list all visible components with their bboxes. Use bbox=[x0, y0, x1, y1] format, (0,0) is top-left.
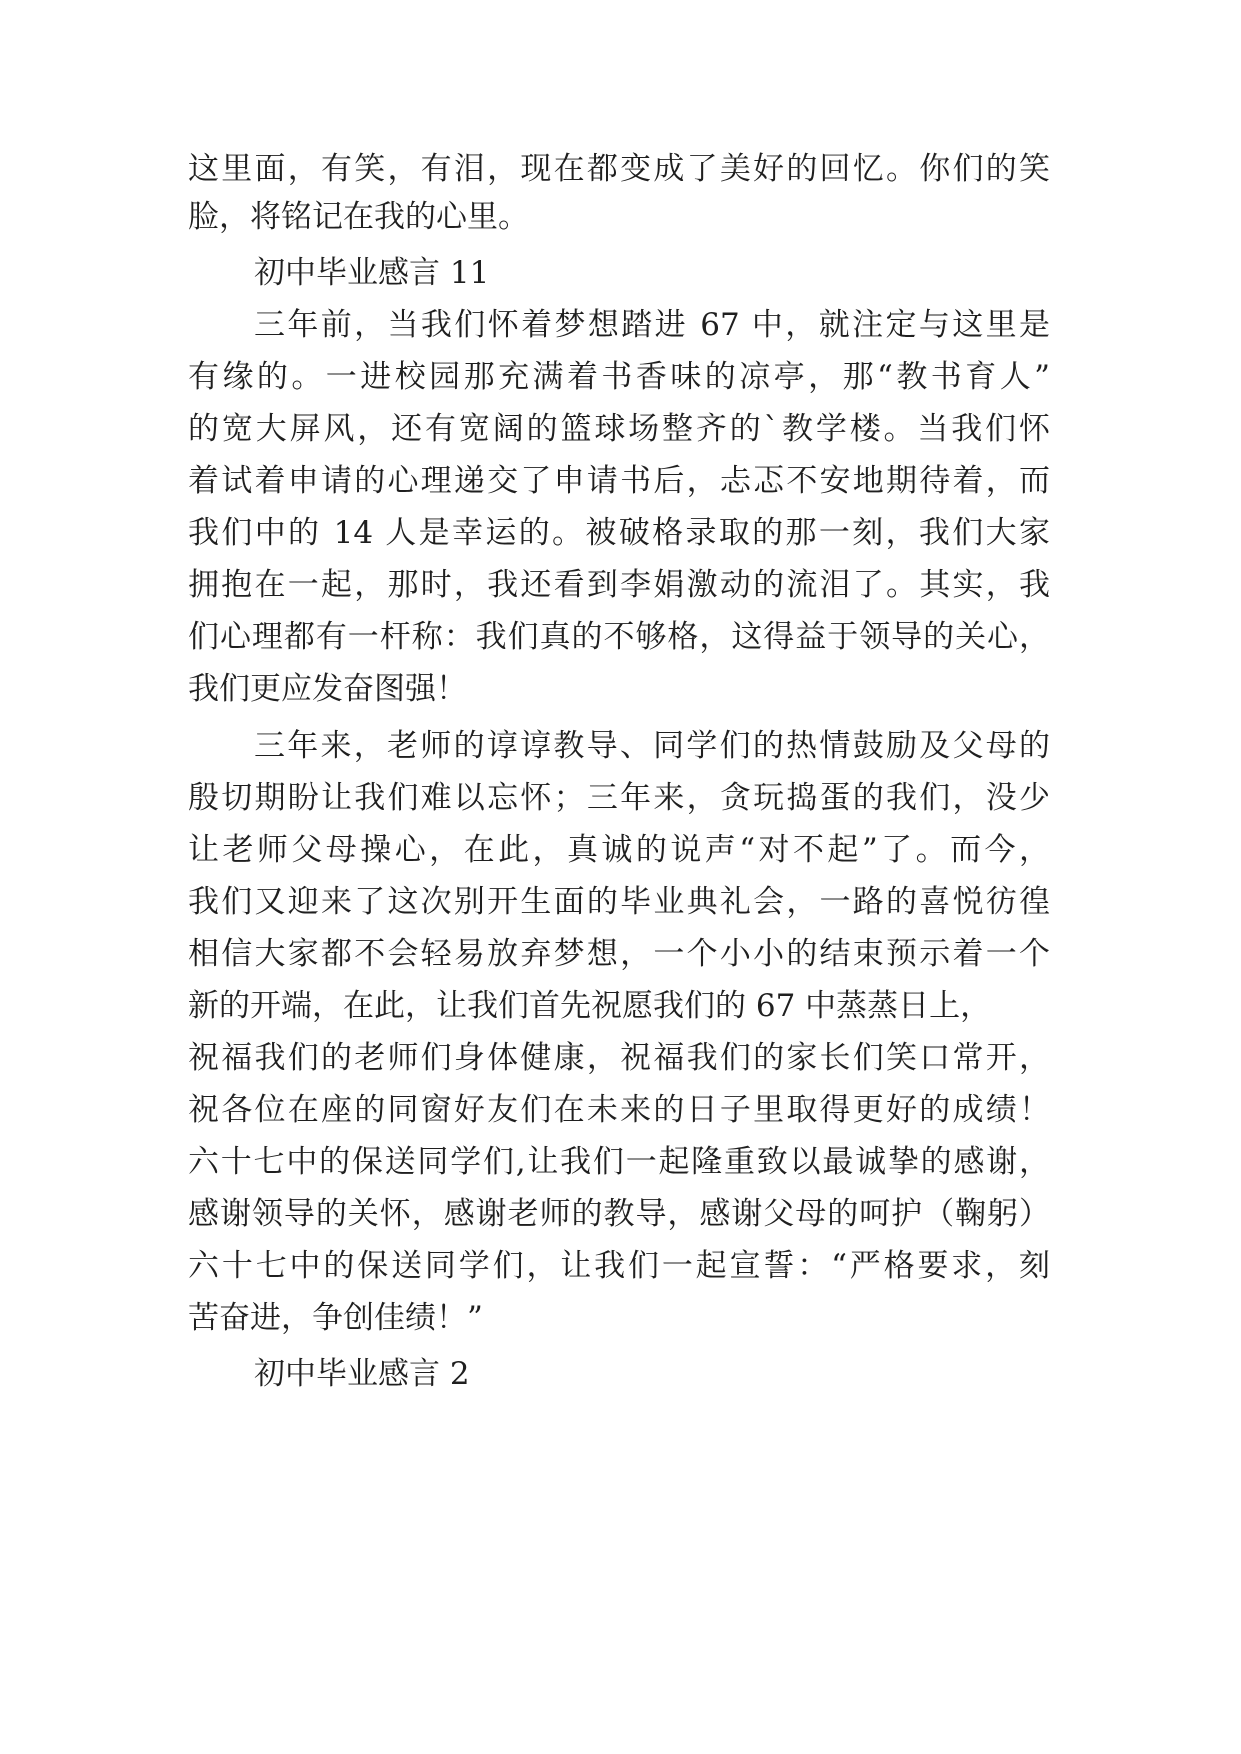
paragraph-1-line-4: 着试着申请的心理递交了申请书后，忐忑不安地期待着，而 bbox=[188, 463, 1050, 499]
paragraph-1-line-6: 拥抱在一起，那时，我还看到李娟激动的流泪了。其实，我 bbox=[188, 567, 1050, 603]
paragraph-2-line-4: 我们又迎来了这次别开生面的毕业典礼会，一路的喜悦彷徨 bbox=[188, 884, 1050, 920]
intro-line-1: 这里面，有笑，有泪，现在都变成了美好的回忆。你们的笑 bbox=[188, 151, 1050, 187]
paragraph-2-line-8: 祝各位在座的同窗好友们在未来的日子里取得更好的成绩！ bbox=[188, 1092, 1050, 1128]
paragraph-2-line-3: 让老师父母操心，在此，真诚的说声“对不起”了。而今， bbox=[188, 832, 1050, 868]
paragraph-2-line-9: 六十七中的保送同学们,让我们一起隆重致以最诚挚的感谢， bbox=[188, 1144, 1050, 1180]
paragraph-2-line-2: 殷切期盼让我们难以忘怀；三年来，贪玩捣蛋的我们，没少 bbox=[188, 780, 1050, 816]
paragraph-2-line-5: 相信大家都不会轻易放弃梦想，一个小小的结束预示着一个 bbox=[188, 936, 1050, 972]
paragraph-1-line-2: 有缘的。一进校园那充满着书香味的凉亭，那“教书育人” bbox=[188, 359, 1050, 395]
paragraph-2-line-10: 感谢领导的关怀，感谢老师的教导，感谢父母的呵护（鞠躬） bbox=[188, 1196, 1050, 1232]
paragraph-1-line-5: 我们中的 14 人是幸运的。被破格录取的那一刻，我们大家 bbox=[188, 515, 1050, 551]
paragraph-1-line-8: 我们更应发奋图强！ bbox=[188, 671, 467, 707]
paragraph-2-line-12: 苦奋进，争创佳绩！” bbox=[188, 1300, 483, 1336]
paragraph-2-line-1: 三年来，老师的谆谆教导、同学们的热情鼓励及父母的 bbox=[254, 728, 1050, 764]
paragraph-2-line-7: 祝福我们的老师们身体健康，祝福我们的家长们笑口常开， bbox=[188, 1040, 1050, 1076]
paragraph-1-line-7: 们心理都有一杆称：我们真的不够格，这得益于领导的关心， bbox=[188, 619, 1050, 655]
section-heading-2: 初中毕业感言 2 bbox=[254, 1356, 470, 1392]
paragraph-1-line-3: 的宽大屏风，还有宽阔的篮球场整齐的`教学楼。当我们怀 bbox=[188, 411, 1050, 447]
paragraph-2-line-11: 六十七中的保送同学们，让我们一起宣誓：“严格要求，刻 bbox=[188, 1248, 1050, 1284]
paragraph-2-line-6: 新的开端，在此，让我们首先祝愿我们的 67 中蒸蒸日上， bbox=[188, 988, 992, 1024]
intro-line-2: 脸，将铭记在我的心里。 bbox=[188, 199, 529, 235]
section-heading-1: 初中毕业感言 11 bbox=[254, 255, 490, 291]
paragraph-1-line-1: 三年前，当我们怀着梦想踏进 67 中，就注定与这里是 bbox=[254, 307, 1050, 343]
